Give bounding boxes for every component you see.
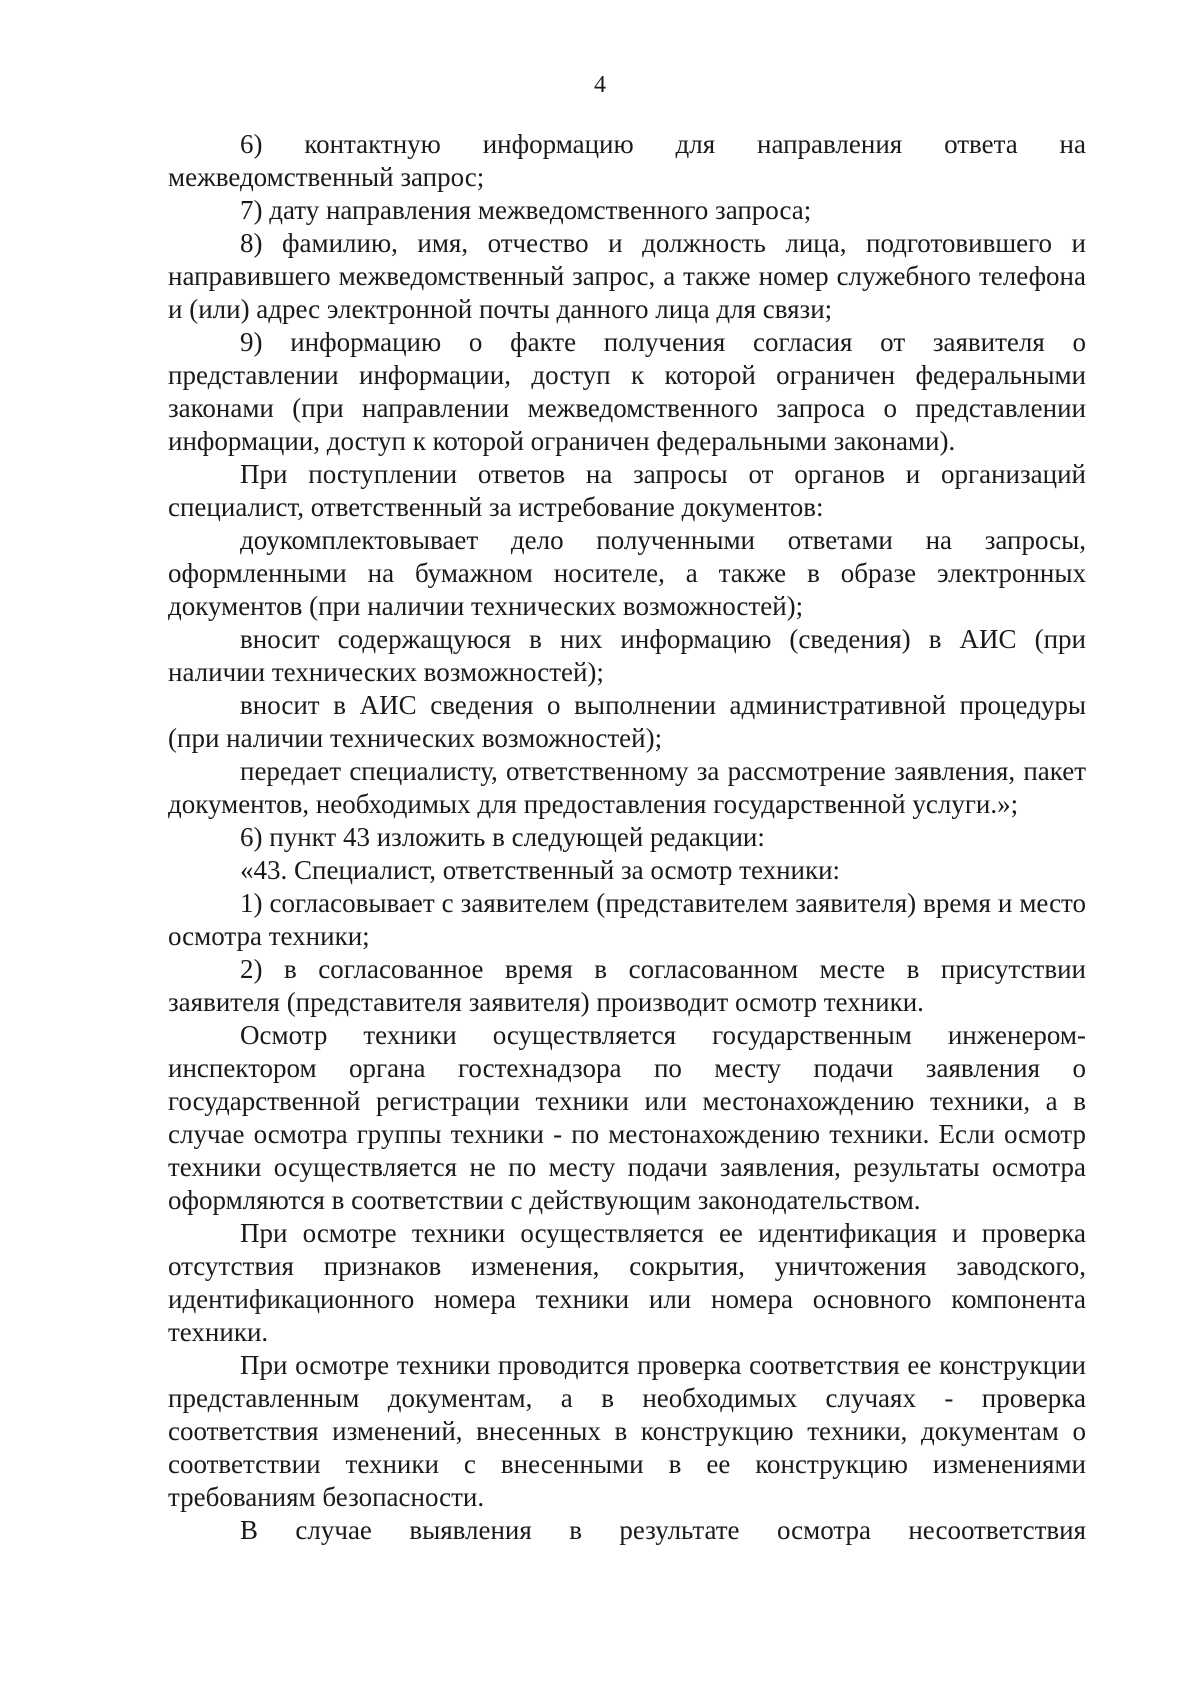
paragraph: При поступлении ответов на запросы от органов и организаций специалист, ответственный за истребование документов: (168, 459, 1086, 522)
paragraph: При осмотре техники осуществляется ее идентификация и проверка отсутствия признаков изменения, сокрытия, уничтожения заводского, идентификационного номера техники или номера основного компонента техники. (168, 1218, 1086, 1347)
paragraph: передает специалисту, ответственному за рассмотрение заявления, пакет документов, необходимых для предоставления государственной услуги.»; (168, 756, 1086, 819)
document-body (168, 128, 1086, 1547)
paragraph: 2) в согласованное время в согласованном месте в присутствии заявителя (представителя заявителя) производит осмотр техники. (168, 954, 1086, 1017)
paragraph: 9) информацию о факте получения согласия от заявителя о представлении информации, доступ к которой ограничен федеральными законами (при направлении межведомственного запроса о представлении информации, доступ к которой ограничен федеральными законами). (168, 327, 1086, 456)
paragraph: доукомплектовывает дело полученными ответами на запросы, оформленными на бумажном носителе, а также в образе электронных документов (при наличии технических возможностей); (168, 525, 1086, 621)
paragraph: 8) фамилию, имя, отчество и должность лица, подготовившего и направившего межведомственный запрос, а также номер служебного телефона и (или) адрес электронной почты данного лица для связи; (168, 228, 1086, 324)
paragraph: 6) пункт 43 изложить в следующей редакции: (240, 822, 765, 852)
paragraph: вносит содержащуюся в них информацию (сведения) в АИС (при наличии технических возможностей); (168, 624, 1086, 687)
paragraph: 1) согласовывает с заявителем (представителем заявителя) время и место осмотра техники; (168, 888, 1086, 951)
paragraph: «43. Специалист, ответственный за осмотр техники: (240, 855, 841, 885)
paragraph: 6) контактную информацию для направления ответа на межведомственный запрос; (168, 129, 1086, 192)
paragraph: вносит в АИС сведения о выполнении административной процедуры (при наличии технических возможностей); (168, 690, 1086, 753)
paragraph: В случае выявления в результате осмотра несоответствия (240, 1515, 1086, 1545)
paragraph: Осмотр техники осуществляется государственным инженером-инспектором органа гостехнадзора по месту подачи заявления о государственной регистрации техники или местонахождению техники, а в случае осмотра группы техники - по местонахождению техники. Если осмотр техники осуществляется не по месту подачи заявления, результаты осмотра оформляются в соответствии с действующим законодательством. (168, 1020, 1086, 1215)
page-number: 4 (594, 72, 606, 98)
paragraph: 7) дату направления межведомственного запроса; (240, 195, 812, 225)
paragraph: При осмотре техники проводится проверка соответствия ее конструкции представленным документам, а в необходимых случаях - проверка соответствия изменений, внесенных в конструкцию техники, документам о соответствии техники с внесенными в ее конструкцию изменениями требованиям безопасности. (168, 1350, 1086, 1512)
